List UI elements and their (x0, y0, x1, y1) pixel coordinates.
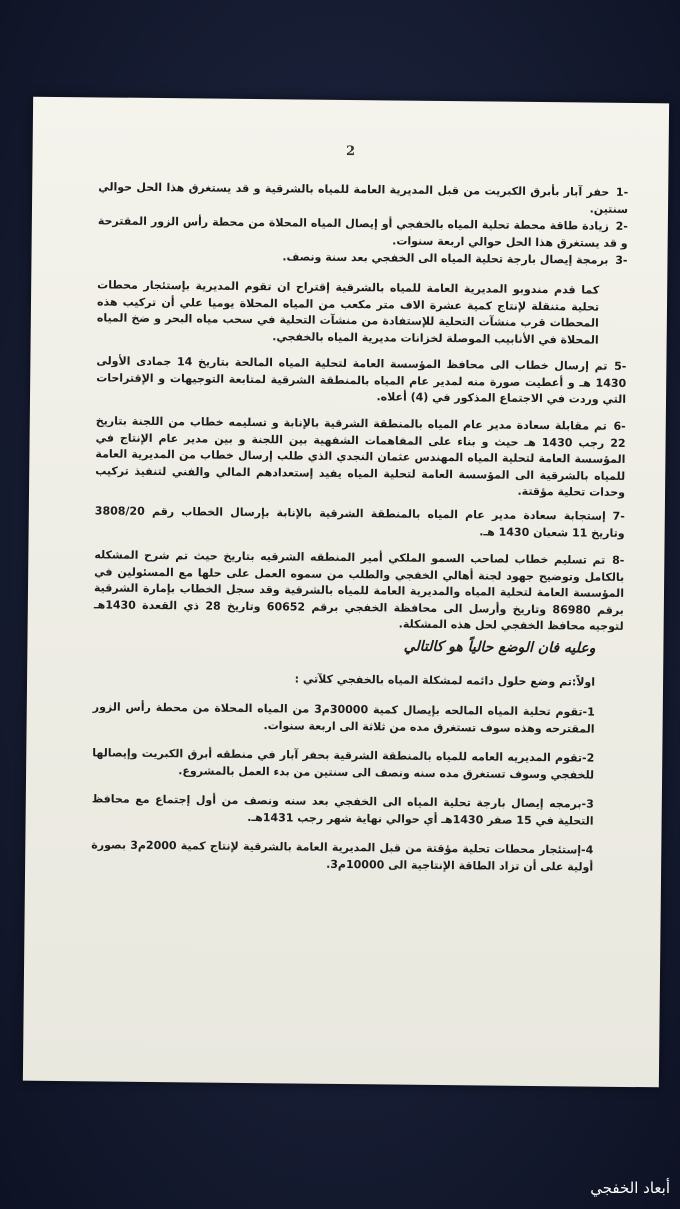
list-item (98, 213, 628, 252)
list-item (98, 179, 628, 218)
page-number: 2 (346, 143, 356, 160)
list-item (94, 547, 625, 635)
item-text: حفر آبار بأبرق الكبريت من قبل المديرية العامة للمياه بالشرقية و قد يستغرق هذا الحل حوالي سنتين. (98, 180, 629, 216)
item-text: إستجابة سعادة مدير عام المياه بالمنطقة الشرقية بالإنابة بإرسال الخطاب رقم 3808/20 وتاريخ 11 شعبان 1430 هـ. (94, 504, 625, 540)
item-number: -7 (612, 509, 625, 523)
solution-item: 2-تقوم المديريه العامه للمياه بالمنطقة الشرقية بحفر آبار في منطقه أبرق الكبريت وإيصالها للخفجي وسوف تستغرق مده سنه ونصف الى سنتين من بدء العمل بالمشروع. (92, 746, 595, 782)
list-item (95, 503, 625, 542)
item-number: -3 (615, 253, 628, 267)
watermark: أبعاد الخفجي (590, 1179, 670, 1197)
solution-item: 4-إستئجار محطات تحلية مؤقتة من قبل المديرية العامة بالشرقية لإنتاج كمية 2000م3 بصورة أولية على أن تزاد الطاقة الإنتاجية الى 10000م3. (91, 838, 594, 874)
item-text: تم تسليم خطاب لصاحب السمو الملكي أمير المنطقه الشرقيه بتاريخ حيث تم شرح المشكله بالكامل وتوضيح جهود لجنة أهالي الخفجي والطلب من سموه العمل على حلها مع المسئولين في المؤسسة العامة لتحلية المياه والمديرية العامة للمياه بالشرقية وقد سجل الخطاب بإمارة الشرقية برقم 86980 وتاريخ وأرسل الى محافظة الخفجي برقم 60652 وتاريخ 28 ذي القعدة 1430هـ لتوجيه محافظ الخفجي لحل هذه المشكلة. (93, 548, 625, 633)
item-text: تم إرسال خطاب الى محافظ المؤسسة العامة لتحلية المياه المالحة بتاريخ 14 جمادى الأولى 1430 هـ و أعطيت صورة منه لمدير عام المياه بالمنطقة الشرقية لمتابعة التوجيهات و الإقتراحات التي وردت في الاجتماع المذكور في (4) أعلاه. (96, 354, 627, 406)
paragraph: كما قدم مندوبو المديرية العامة للمياه بالشرقية إقتراح ان تقوم المديرية بإستئجار محطات تحلية متنقلة لإنتاج كمية عشرة الاف متر مكعب من المياه المحلاة يوميا علي أن تركيب هذه المحطات قرب منشآت التحلية للإستفادة من منشآت التحلية في سحب مياه البحر و ضخ المياه المحلاة في الأنابيب الموصلة لخزانات مديرية المياه بالخفجي. (96, 278, 600, 347)
item-number: -2 (615, 219, 628, 233)
item-text: تم مقابلة سعادة مدير عام المياه بالمنطقة الشرقية بالإنابة و تسليمه خطاب من اللجنة بتاريخ 22 رجب 1430 هـ حيث و بناء على المفاهمات الشفهية بين اللجنة و بين مدير عام الإنتاج في المؤسسة العامة لتحلية المياه المهندس عثمان النجدي الذي طلب إرسال خطاب من المديرية العامة للمياه بالشرقية الى المؤسسة العامة لتحلية المياه يفيد إستعدادهم المالي والفني لتنفيذ تركيب وحدات تحلية مؤقتة. (95, 414, 626, 499)
item-number: -8 (612, 553, 625, 567)
solution-item: 3-برمجه إيصال بارجة تحلية المياه الى الخفجي بعد سنه ونصف من أول إجتماع مع محافظ التحلية في 15 صفر 1430هـ أي حوالي نهاية شهر رجب 1431هـ. (91, 792, 594, 828)
section-heading: وعليه فان الوضع حالياً هو كالتالي (403, 638, 596, 657)
item-number: -1 (615, 185, 629, 199)
document-page (23, 97, 669, 1088)
item-number: -6 (613, 419, 626, 433)
item-number: -5 (614, 359, 627, 373)
item-text: برمجة إيصال بارجة تحلية المياه الى الخفجي بعد سنة ونصف. (282, 250, 609, 267)
item-text: زيادة طاقة محطة تحلية المياه بالخفجي أو إيصال المياه المحلاة من محطة رأس الزور المقترحة و قد يستغرق هذا الحل حوالي اربعة سنوات. (97, 214, 628, 250)
list-item (95, 413, 626, 501)
list-item (96, 353, 626, 408)
subheading: اولاً:تم وضع حلول دائمه لمشكلة المياه بالخفجي كلآتي : (294, 672, 596, 689)
solution-item: 1-تقوم تحلية المياه المالحه بإيصال كمية 30000م3 من المياه المحلاة من محطة رأس الزور المقترحه وهذه سوف تستغرق مده من ثلاثة الى اربعة سنوات. (92, 700, 595, 736)
